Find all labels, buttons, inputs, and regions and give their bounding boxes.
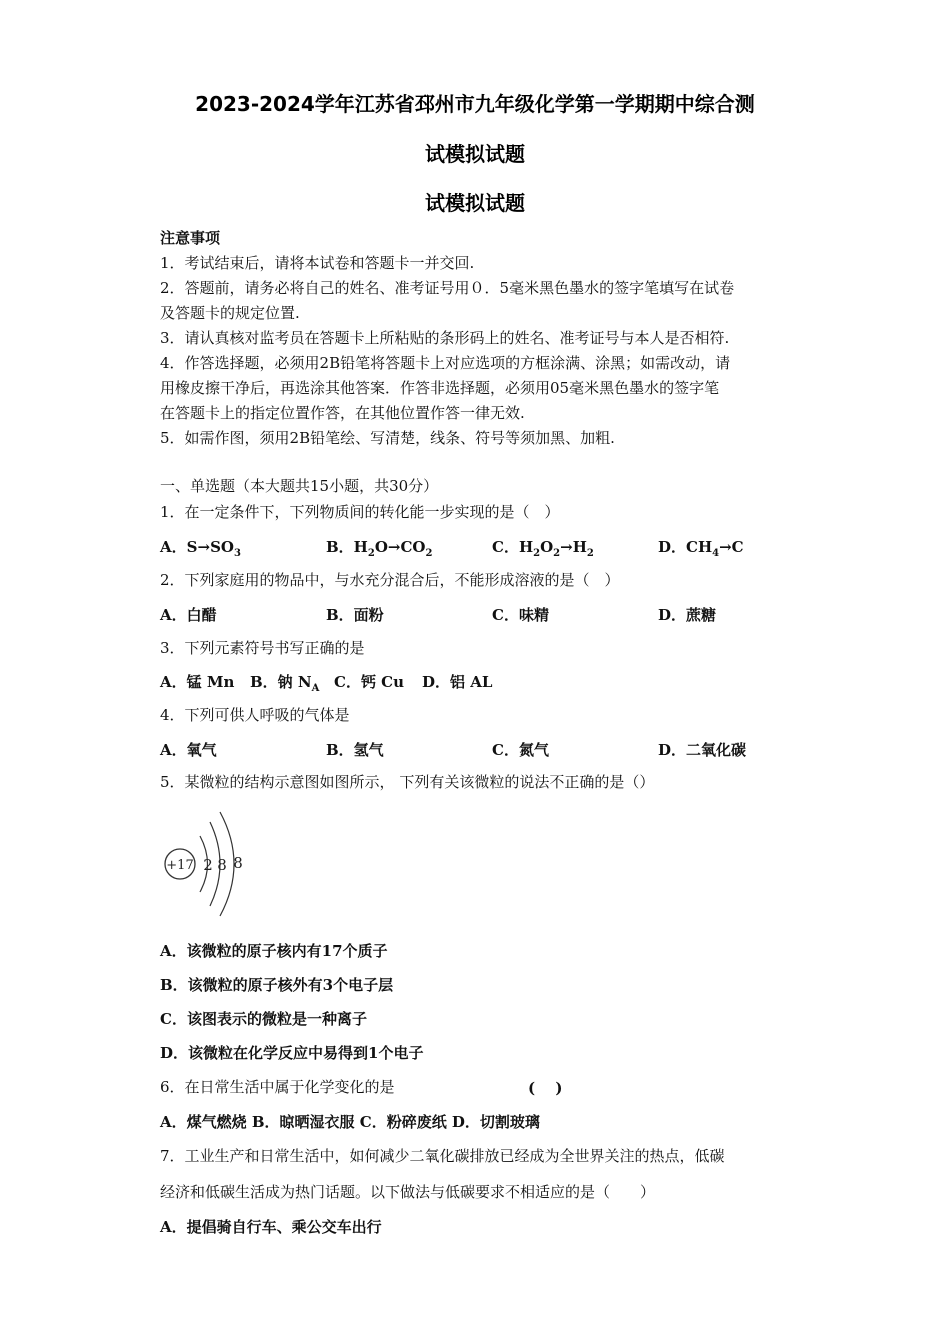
q7-option-a: A．提倡骑自行车、乘公交车出行	[160, 1218, 382, 1236]
q2-option-b: B．面粉	[326, 606, 384, 624]
q3-option-a: A．锰 Mn	[160, 673, 235, 691]
q1-option-b: B．$H_2O\to CO_2$	[326, 538, 433, 559]
question-1-stem: 1．在一定条件下，下列物质间的转化能一步实现的是（ ）	[160, 503, 560, 521]
shell-electron-count: 8	[233, 854, 243, 872]
q5-option-d: D．该微粒在化学反应中易得到1个电子	[160, 1044, 424, 1062]
nucleus-charge: +17	[166, 858, 194, 873]
q5-option-a: A．该微粒的原子核内有17个质子	[160, 942, 388, 960]
q4-option-d: D．二氧化碳	[658, 741, 747, 759]
q6-options: A．煤气燃烧 B．晾晒湿衣服 C．粉碎废纸 D．切割玻璃	[160, 1113, 540, 1131]
q3-option-c: C．钙 Cu	[334, 673, 405, 691]
q1-option-c: C．$H_2O_2\to H_2$	[492, 538, 594, 559]
question-3-stem: 3．下列元素符号书写正确的是	[160, 639, 365, 657]
q2-option-a: A．白醋	[160, 606, 217, 624]
notice-item: 2．答题前，请务必将自己的姓名、准考证号用０．5毫米黑色墨水的签字笔填写在试卷	[160, 279, 735, 297]
notice-item: 4．作答选择题，必须用2B铅笔将答题卡上对应选项的方框涂满、涂黑；如需改动，请	[160, 354, 731, 372]
exam-title-line1: 2023-2024学年江苏省邳州市九年级化学第一学期期中综合测	[195, 92, 755, 116]
q3-option-b: B．钠 $N_A$	[250, 673, 320, 694]
question-6-stem: 6．在日常生活中属于化学变化的是	[160, 1078, 395, 1096]
question-4-stem: 4．下列可供人呼吸的气体是	[160, 706, 350, 724]
notice-item: 在答题卡上的指定位置作答，在其他位置作答一律无效.	[160, 404, 525, 422]
q5-option-c: C．该图表示的微粒是一种离子	[160, 1010, 367, 1028]
notice-heading: 注意事项	[160, 229, 221, 247]
notice-item: 5．如需作图，须用2B铅笔绘、写清楚，线条、符号等须加黑、加粗.	[160, 429, 615, 447]
q2-option-d: D．蔗糖	[658, 606, 717, 624]
question-7-stem-line2: 经济和低碳生活成为热门话题。以下做法与低碳要求不相适应的是（ ）	[160, 1183, 656, 1201]
atom-structure-diagram	[160, 808, 255, 920]
question-6-answer-paren: ( )	[528, 1079, 563, 1097]
q4-option-c: C．氮气	[492, 741, 549, 759]
q4-option-b: B．氢气	[326, 741, 384, 759]
q1-option-d: D．$CH_4\to C$	[658, 538, 744, 559]
section-heading: 一、单选题（本大题共15小题，共30分）	[160, 477, 439, 495]
q3-option-d: D．铝 AL	[422, 673, 493, 691]
notice-item: 3．请认真核对监考员在答题卡上所粘贴的条形码上的姓名、准考证号与本人是否相符.	[160, 329, 730, 347]
notice-item: 用橡皮擦干净后，再选涂其他答案．作答非选择题，必须用05毫米黑色墨水的签字笔	[160, 379, 720, 397]
shell-electron-count: 2	[203, 856, 213, 874]
question-5-stem: 5．某微粒的结构示意图如图所示， 下列有关该微粒的说法不正确的是（）	[160, 773, 655, 791]
shell-electron-count: 8	[217, 856, 227, 874]
question-7-stem-line1: 7．工业生产和日常生活中，如何减少二氧化碳排放已经成为全世界关注的热点，低碳	[160, 1147, 725, 1165]
q2-option-c: C．味精	[492, 606, 549, 624]
q4-option-a: A．氧气	[160, 741, 217, 759]
notice-item: 1．考试结束后，请将本试卷和答题卡一并交回.	[160, 254, 475, 272]
q5-option-b: B．该微粒的原子核外有3个电子层	[160, 976, 394, 994]
notice-item: 及答题卡的规定位置.	[160, 304, 300, 322]
exam-title-line3: 试模拟试题	[425, 191, 525, 215]
q1-option-a: A．$S\to SO_3$	[160, 538, 241, 559]
question-2-stem: 2．下列家庭用的物品中，与水充分混合后，不能形成溶液的是（ ）	[160, 571, 620, 589]
exam-title-line2: 试模拟试题	[425, 142, 525, 166]
